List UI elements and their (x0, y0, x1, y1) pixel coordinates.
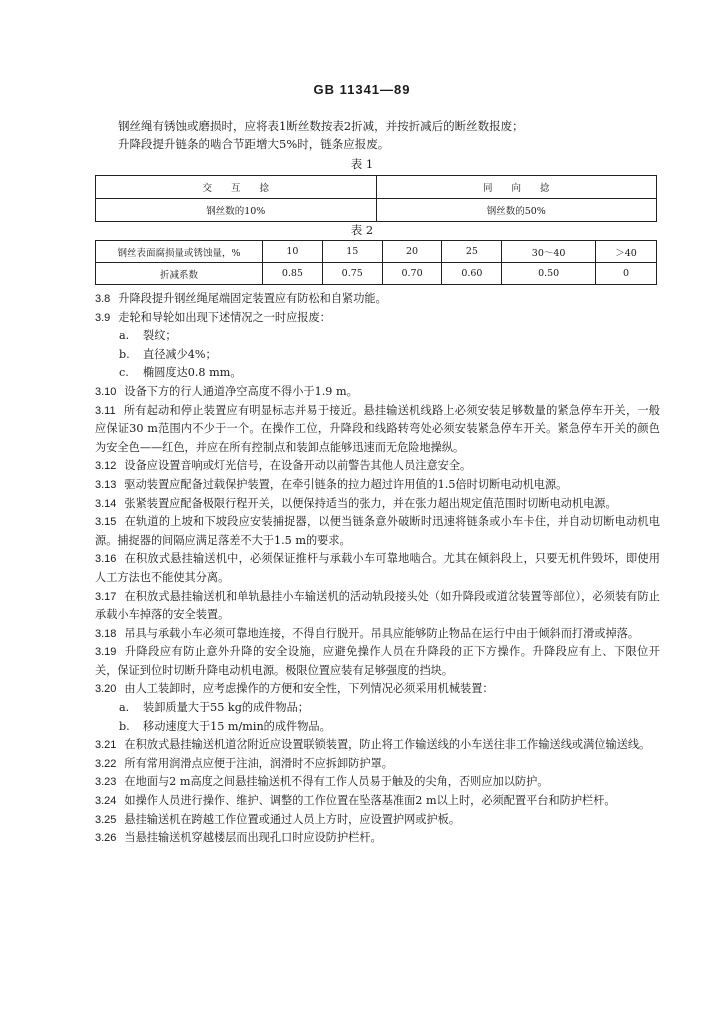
table-cell: ＞40 (595, 241, 656, 263)
clause-3-17 (95, 588, 660, 625)
table-cell: 15 (322, 241, 382, 263)
clause-3-24 (95, 792, 660, 811)
clause-text: 所有常用润滑点应便于注油，润滑时不应拆卸防护罩。 (124, 756, 393, 770)
clause-3-13 (95, 476, 660, 495)
table1-value-parallel-lay: 钢丝数的50% (376, 199, 657, 222)
clause-text: 在轨道的上坡和下坡段应安装捕捉器，以便当链条意外破断时迅速将链条或小车卡住，并自动切断电动机电源。捕捉器的间隔应满足落差不大于1.5 m的要求。 (95, 515, 660, 547)
table2-row2-label: 折减系数 (96, 263, 263, 285)
clause-3-21 (95, 736, 660, 755)
clause-number: 3.21 (95, 739, 117, 752)
clause-3-16 (95, 550, 660, 587)
clauses-section (95, 290, 660, 848)
clause-text: 升降段提升钢丝绳尾端固定装置应有防松和自紧功能。 (118, 292, 387, 305)
intro-line-1: 钢丝绳有锈蚀或磨损时，应将表1断丝数按表2折减，并按折减后的断丝数报废； (118, 119, 524, 133)
table-cell: 0.75 (322, 263, 382, 285)
clause-number: 3.19 (95, 646, 117, 659)
clause-text: 在积放式悬挂输送机道岔附近应设置联锁装置，防止将工作输送线的小车送往非工作输送线或满位输送线。 (124, 738, 651, 752)
clause-number: 3.8 (95, 293, 111, 305)
sub-item-text: 装卸质量大于55 kg的成件物品； (143, 701, 309, 715)
clause-3-20 (95, 680, 660, 699)
table-cell: 0.85 (263, 263, 323, 285)
clause-number: 3.12 (95, 460, 117, 473)
clause-text: 所有起动和停止装置应有明显标志并易于接近。悬挂输送机线路上必须安装足够数量的紧急停车开关，一般应保证30 m范围内不少于一个。在操作工位，升降段和线路转弯处必须安装紧急停车开关。紧急停车开关的颜色为安全色——红色，并应在所有控制点和装卸点能够迅速而无危险地操纵。 (95, 403, 660, 454)
sub-item-text: 直径减少4%； (143, 347, 217, 361)
table-cell: 0.60 (442, 263, 502, 285)
clause-3-18 (95, 625, 660, 644)
clause-number: 3.20 (95, 683, 117, 696)
clause-number: 3.24 (95, 795, 117, 808)
sub-item-b (95, 346, 660, 365)
clause-text: 如操作人员进行操作、维护、调整的工作位置在坠落基准面2 m以上时，必须配置平台和防护栏杆。 (124, 794, 616, 808)
clause-text: 在积放式悬挂输送机和单轨悬挂小车输送机的活动轨段接头处（如升降段或道岔装置等部位），必须装有防止承载小车掉落的安全装置。 (95, 589, 660, 622)
clause-text: 设备下方的行人通道净空高度不得小于1.9 m。 (124, 384, 358, 398)
table1-header-cross-lay: 交 互 捻 (96, 176, 377, 199)
clause-text: 当悬挂输送机穿越楼层而出现孔口时应设防护栏杆。 (124, 831, 382, 845)
clause-number: 3.25 (95, 813, 117, 826)
table-cell: 20 (382, 241, 442, 263)
clause-text: 由人工装卸时，应考虑操作的方便和安全性，下列情况必须采用机械装置： (124, 682, 494, 696)
clause-text: 升降段应有防止意外升降的安全设施，应避免操作人员在升降段的正下方操作。升降段应有上、下限位开关，保证到位时切断升降电动机电源。极限位置应装有足够强度的挡块。 (95, 645, 660, 677)
clause-number: 3.17 (95, 590, 117, 603)
table-cell: 30～40 (502, 241, 596, 263)
clause-text: 在地面与2 m高度之间悬挂输送机不得有工作人员易于触及的尖角，否则应加以防护。 (124, 775, 549, 789)
clause-text: 驱动装置应配备过载保护装置，在牵引链条的拉力超过许用值的1.5倍时切断电动机电源。 (124, 477, 568, 491)
table-row (96, 241, 657, 263)
table-row (96, 176, 657, 199)
clause-number: 3.9 (95, 311, 111, 324)
clause-number: 3.26 (95, 832, 117, 845)
sub-item-label: b. (119, 347, 130, 361)
clause-3-9 (95, 309, 660, 328)
sub-item-text: 椭圆度达0.8 mm。 (143, 366, 242, 380)
clause-3-10 (95, 383, 660, 402)
clause-number: 3.18 (95, 627, 117, 640)
clause-3-12 (95, 457, 660, 476)
clause-3-25 (95, 811, 660, 830)
table-1 (95, 175, 657, 222)
clause-number: 3.22 (95, 757, 117, 770)
table-2 (95, 240, 657, 285)
clause-text: 走轮和导轮如出现下述情况之一时应报废： (118, 310, 331, 324)
sub-item-label: a. (119, 701, 130, 715)
sub-item-text: 裂纹； (143, 329, 177, 343)
table1-title: 表 1 (350, 157, 374, 171)
clause-number: 3.23 (95, 776, 117, 789)
clause-number: 3.11 (95, 404, 116, 417)
clause-3-22 (95, 755, 660, 774)
table-cell: 25 (442, 241, 502, 263)
clause-text: 悬挂输送机在跨越工作位置或通过人员上方时，应设置护网或护板。 (124, 812, 461, 826)
sub-item-label: a. (119, 329, 130, 343)
clause-3-26 (95, 829, 660, 848)
clause-3-19 (95, 643, 660, 680)
clause-text: 张紧装置应配备极限行程开关，以便保持适当的张力，并在张力超出规定值范围时切断电动机电源。 (124, 496, 617, 510)
sub-item-a (95, 327, 660, 346)
clause-number: 3.15 (95, 516, 117, 529)
clause-3-14 (95, 495, 660, 514)
clause-number: 3.16 (95, 553, 117, 566)
page-header-code: GB 11341—89 (313, 82, 411, 97)
table-row (96, 263, 657, 285)
table-cell: 0 (595, 263, 656, 285)
clause-text: 在积放式悬挂输送机中，必须保证推杆与承载小车可靠地啮合。尤其在倾斜段上，只要无机件毁坏，即使用人工方法也不能使其分离。 (95, 552, 660, 584)
table2-row1-label: 钢丝表面腐损量或锈蚀量，% (96, 241, 263, 263)
clause-text: 吊具与承载小车必须可靠地连接，不得自行脱开。吊具应能够防止物品在运行中由于倾斜而打滑或掉落。 (124, 626, 640, 640)
sub-item-b (95, 718, 660, 737)
table-row (96, 199, 657, 222)
table-cell: 10 (263, 241, 323, 263)
clause-3-11 (95, 402, 660, 458)
table1-header-parallel-lay: 同 向 捻 (376, 176, 657, 199)
table-cell: 0.50 (502, 263, 596, 285)
clause-number: 3.14 (95, 497, 117, 510)
clause-3-23 (95, 773, 660, 792)
intro-line-2: 升降段提升链条的啮合节距增大5%时，链条应报废。 (118, 137, 390, 151)
sub-item-text: 移动速度大于15 m/min的成件物品。 (143, 719, 331, 733)
table2-title: 表 2 (350, 223, 374, 237)
clause-number: 3.13 (95, 478, 117, 491)
clause-3-15 (95, 513, 660, 550)
sub-item-c (95, 364, 660, 383)
table-cell: 0.70 (382, 263, 442, 285)
sub-item-label: b. (119, 719, 130, 733)
sub-item-label: c. (119, 366, 129, 380)
clause-text: 设备应设置音响或灯光信号，在设备开动以前警告其他人员注意安全。 (124, 459, 472, 473)
clause-3-8 (95, 290, 660, 309)
table1-value-cross-lay: 钢丝数的10% (96, 199, 377, 222)
sub-item-a (95, 699, 660, 718)
clause-number: 3.10 (95, 385, 117, 398)
